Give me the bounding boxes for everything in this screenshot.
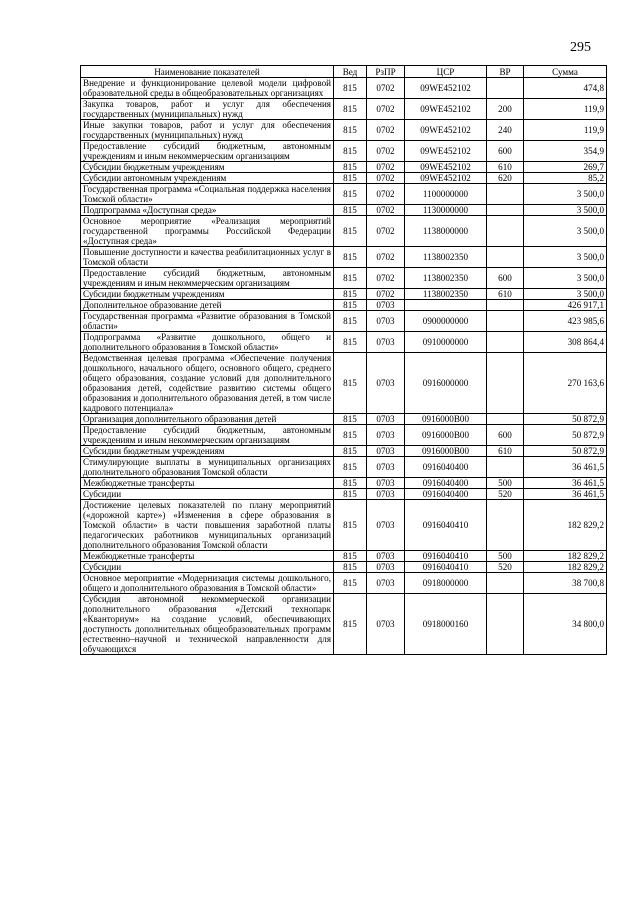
row-vr: 610 [487, 446, 524, 457]
row-vr: 610 [487, 289, 524, 300]
row-sum: 3 500,0 [524, 247, 607, 268]
row-csr: 0916000В00 [405, 446, 487, 457]
row-ved: 815 [334, 500, 367, 551]
row-name: Иные закупки товаров, работ и услуг для обеспечения государственных (муниципальных) нужд [81, 120, 334, 141]
row-ved: 815 [334, 173, 367, 184]
row-rzpr: 0703 [367, 562, 405, 573]
row-name: Предоставление субсидий бюджетным, автономным учреждениям и иным некоммерческим организациям [81, 268, 334, 289]
row-name: Ведомственная целевая программа «Обеспечение получения дошкольного, начального общего, основного общего, среднего общего образования, создание условий для дополнительного образования детей, содействие развитию системы общего образования и дополнительного образования детей, в том числе кадрового потенциала» [81, 353, 334, 414]
row-rzpr: 0703 [367, 414, 405, 425]
row-name: Субсидия автономной некоммерческой организации дополнительного образования «Детский технопарк «Кванториум» на создание условий, обеспечивающих доступность дополнительных общеобразовательных программ естественно–научной и технической направленности для обучающихся [81, 594, 334, 655]
table-row [81, 457, 607, 478]
row-rzpr: 0703 [367, 300, 405, 311]
row-vr [487, 500, 524, 551]
table-row [81, 353, 607, 414]
row-sum: 3 500,0 [524, 268, 607, 289]
row-name: Организация дополнительного образования детей [81, 414, 334, 425]
row-name: Субсидии бюджетным учреждениям [81, 162, 334, 173]
table-row [81, 162, 607, 173]
row-csr: 1130000000 [405, 205, 487, 216]
row-ved: 815 [334, 457, 367, 478]
row-name: Внедрение и функционирование целевой модели цифровой образовательной среды в общеобразовательных организациях [81, 78, 334, 99]
row-ved: 815 [334, 573, 367, 594]
row-ved: 815 [334, 594, 367, 655]
row-csr: 0910000000 [405, 332, 487, 353]
row-rzpr: 0703 [367, 500, 405, 551]
table-row [81, 594, 607, 655]
row-sum: 354,9 [524, 141, 607, 162]
row-sum: 3 500,0 [524, 184, 607, 205]
table-row [81, 332, 607, 353]
table-row [81, 300, 607, 311]
row-ved: 815 [334, 78, 367, 99]
row-rzpr: 0703 [367, 446, 405, 457]
row-name: Межбюджетные трансферты [81, 551, 334, 562]
row-rzpr: 0703 [367, 489, 405, 500]
row-sum: 119,9 [524, 99, 607, 120]
row-sum: 119,9 [524, 120, 607, 141]
row-ved: 815 [334, 425, 367, 446]
table-row [81, 489, 607, 500]
row-sum: 36 461,5 [524, 478, 607, 489]
row-name: Основное мероприятие «Реализация мероприятий государственной программы Российской Федерации «Доступная среда» [81, 216, 334, 247]
row-name: Межбюджетные трансферты [81, 478, 334, 489]
row-csr: 0916000000 [405, 353, 487, 414]
row-vr [487, 573, 524, 594]
row-name: Повышение доступности и качества реабилитационных услуг в Томской области [81, 247, 334, 268]
row-csr: 0916040400 [405, 478, 487, 489]
row-sum: 474,8 [524, 78, 607, 99]
row-ved: 815 [334, 446, 367, 457]
header-rzpr: РзПР [367, 66, 405, 78]
row-rzpr: 0703 [367, 353, 405, 414]
header-name: Наименование показателей [81, 66, 334, 78]
row-rzpr: 0702 [367, 247, 405, 268]
table-row [81, 311, 607, 332]
row-csr: 09WE452102 [405, 173, 487, 184]
row-vr [487, 78, 524, 99]
row-ved: 815 [334, 268, 367, 289]
row-sum: 269,7 [524, 162, 607, 173]
row-ved: 815 [334, 414, 367, 425]
row-csr: 0918000000 [405, 573, 487, 594]
row-csr: 0916040400 [405, 489, 487, 500]
header-sum: Сумма [524, 66, 607, 78]
row-name: Субсидии [81, 562, 334, 573]
row-name: Субсидии автономным учреждениям [81, 173, 334, 184]
table-row [81, 78, 607, 99]
row-csr: 1138000000 [405, 216, 487, 247]
row-csr [405, 300, 487, 311]
row-sum: 3 500,0 [524, 289, 607, 300]
row-name: Стимулирующие выплаты в муниципальных организациях дополнительного образования Томской области [81, 457, 334, 478]
row-ved: 815 [334, 332, 367, 353]
row-sum: 36 461,5 [524, 489, 607, 500]
row-rzpr: 0702 [367, 205, 405, 216]
table-row [81, 478, 607, 489]
row-vr: 500 [487, 551, 524, 562]
row-sum: 423 985,6 [524, 311, 607, 332]
row-sum: 3 500,0 [524, 205, 607, 216]
row-vr [487, 247, 524, 268]
row-csr: 0916040410 [405, 562, 487, 573]
row-sum: 36 461,5 [524, 457, 607, 478]
row-vr [487, 353, 524, 414]
table-row [81, 551, 607, 562]
row-csr: 09WE452102 [405, 120, 487, 141]
row-name: Государственная программа «Социальная поддержка населения Томской области» [81, 184, 334, 205]
row-ved: 815 [334, 289, 367, 300]
row-name: Дополнительное образование детей [81, 300, 334, 311]
row-ved: 815 [334, 562, 367, 573]
header-ved: Вед [334, 66, 367, 78]
row-ved: 815 [334, 184, 367, 205]
row-ved: 815 [334, 311, 367, 332]
row-rzpr: 0702 [367, 141, 405, 162]
row-sum: 308 864,4 [524, 332, 607, 353]
row-rzpr: 0702 [367, 268, 405, 289]
row-rzpr: 0702 [367, 184, 405, 205]
row-name: Предоставление субсидий бюджетным, автономным учреждениям и иным некоммерческим организациям [81, 141, 334, 162]
row-vr: 520 [487, 489, 524, 500]
table-row [81, 425, 607, 446]
page-number: 295 [570, 40, 591, 55]
row-vr [487, 216, 524, 247]
row-ved: 815 [334, 120, 367, 141]
row-csr: 0916040410 [405, 500, 487, 551]
row-ved: 815 [334, 551, 367, 562]
row-vr [487, 414, 524, 425]
row-rzpr: 0703 [367, 594, 405, 655]
row-ved: 815 [334, 353, 367, 414]
table-row [81, 141, 607, 162]
table-row [81, 184, 607, 205]
row-ved: 815 [334, 478, 367, 489]
row-sum: 182 829,2 [524, 562, 607, 573]
row-csr: 1138002350 [405, 268, 487, 289]
row-vr [487, 594, 524, 655]
row-rzpr: 0702 [367, 162, 405, 173]
table-row [81, 99, 607, 120]
row-rzpr: 0702 [367, 289, 405, 300]
row-rzpr: 0702 [367, 99, 405, 120]
row-rzpr: 0702 [367, 216, 405, 247]
row-rzpr: 0702 [367, 173, 405, 184]
row-vr: 600 [487, 268, 524, 289]
table-row [81, 500, 607, 551]
row-vr: 200 [487, 99, 524, 120]
table-header-row [81, 66, 607, 78]
row-name: Субсидии бюджетным учреждениям [81, 289, 334, 300]
header-vr: ВР [487, 66, 524, 78]
row-name: Предоставление субсидий бюджетным, автономным учреждениям и иным некоммерческим организациям [81, 425, 334, 446]
row-vr: 600 [487, 141, 524, 162]
row-vr [487, 205, 524, 216]
row-rzpr: 0702 [367, 120, 405, 141]
row-sum: 182 829,2 [524, 551, 607, 562]
row-csr: 0916040400 [405, 457, 487, 478]
table-row [81, 573, 607, 594]
row-csr: 0918000160 [405, 594, 487, 655]
row-vr: 240 [487, 120, 524, 141]
table-row [81, 289, 607, 300]
row-csr: 09WE452102 [405, 162, 487, 173]
row-vr [487, 300, 524, 311]
row-sum: 270 163,6 [524, 353, 607, 414]
row-vr [487, 457, 524, 478]
row-csr: 0916000В00 [405, 414, 487, 425]
row-vr [487, 311, 524, 332]
row-name: Подпрограмма «Доступная среда» [81, 205, 334, 216]
row-name: Достижение целевых показателей по плану мероприятий («дорожной карте») «Изменения в сфере образования в Томской области» в части повышения заработной платы педагогических работников муниципальных организаций дополнительного образования Томской области [81, 500, 334, 551]
row-csr: 1138002350 [405, 247, 487, 268]
row-sum: 182 829,2 [524, 500, 607, 551]
row-rzpr: 0703 [367, 332, 405, 353]
row-vr: 610 [487, 162, 524, 173]
row-name: Субсидии [81, 489, 334, 500]
row-sum: 85,2 [524, 173, 607, 184]
row-sum: 50 872,9 [524, 414, 607, 425]
row-rzpr: 0703 [367, 311, 405, 332]
row-name: Основное мероприятие «Модернизация системы дошкольного, общего и дополнительного образования в Томской области» [81, 573, 334, 594]
row-sum: 34 800,0 [524, 594, 607, 655]
header-csr: ЦСР [405, 66, 487, 78]
row-sum: 50 872,9 [524, 425, 607, 446]
row-ved: 815 [334, 99, 367, 120]
row-ved: 815 [334, 162, 367, 173]
table-row [81, 120, 607, 141]
table-body [81, 78, 607, 655]
row-vr: 600 [487, 425, 524, 446]
row-sum: 3 500,0 [524, 216, 607, 247]
budget-table [80, 65, 607, 655]
row-ved: 815 [334, 216, 367, 247]
row-ved: 815 [334, 300, 367, 311]
row-ved: 815 [334, 141, 367, 162]
table-row [81, 205, 607, 216]
row-csr: 09WE452102 [405, 141, 487, 162]
row-ved: 815 [334, 247, 367, 268]
row-csr: 1138002350 [405, 289, 487, 300]
row-rzpr: 0702 [367, 78, 405, 99]
row-vr: 620 [487, 173, 524, 184]
row-vr: 520 [487, 562, 524, 573]
row-sum: 50 872,9 [524, 446, 607, 457]
row-rzpr: 0703 [367, 478, 405, 489]
row-ved: 815 [334, 489, 367, 500]
row-csr: 1100000000 [405, 184, 487, 205]
table-row [81, 562, 607, 573]
row-name: Подпрограмма «Развитие дошкольного, общего и дополнительного образования в Томской области» [81, 332, 334, 353]
row-rzpr: 0703 [367, 573, 405, 594]
row-sum: 426 917,1 [524, 300, 607, 311]
row-name: Закупка товаров, работ и услуг для обеспечения государственных (муниципальных) нужд [81, 99, 334, 120]
row-rzpr: 0703 [367, 551, 405, 562]
row-name: Субсидии бюджетным учреждениям [81, 446, 334, 457]
row-name: Государственная программа «Развитие образования в Томской области» [81, 311, 334, 332]
row-ved: 815 [334, 205, 367, 216]
table-row [81, 268, 607, 289]
row-sum: 38 700,8 [524, 573, 607, 594]
table-row [81, 247, 607, 268]
table-row [81, 446, 607, 457]
row-vr: 500 [487, 478, 524, 489]
row-csr: 0916040410 [405, 551, 487, 562]
table-row [81, 216, 607, 247]
table-row [81, 173, 607, 184]
row-rzpr: 0703 [367, 425, 405, 446]
row-csr: 09WE452102 [405, 99, 487, 120]
table-row [81, 414, 607, 425]
row-csr: 09WE452102 [405, 78, 487, 99]
row-csr: 0916000В00 [405, 425, 487, 446]
row-vr [487, 184, 524, 205]
row-rzpr: 0703 [367, 457, 405, 478]
row-vr [487, 332, 524, 353]
row-csr: 0900000000 [405, 311, 487, 332]
